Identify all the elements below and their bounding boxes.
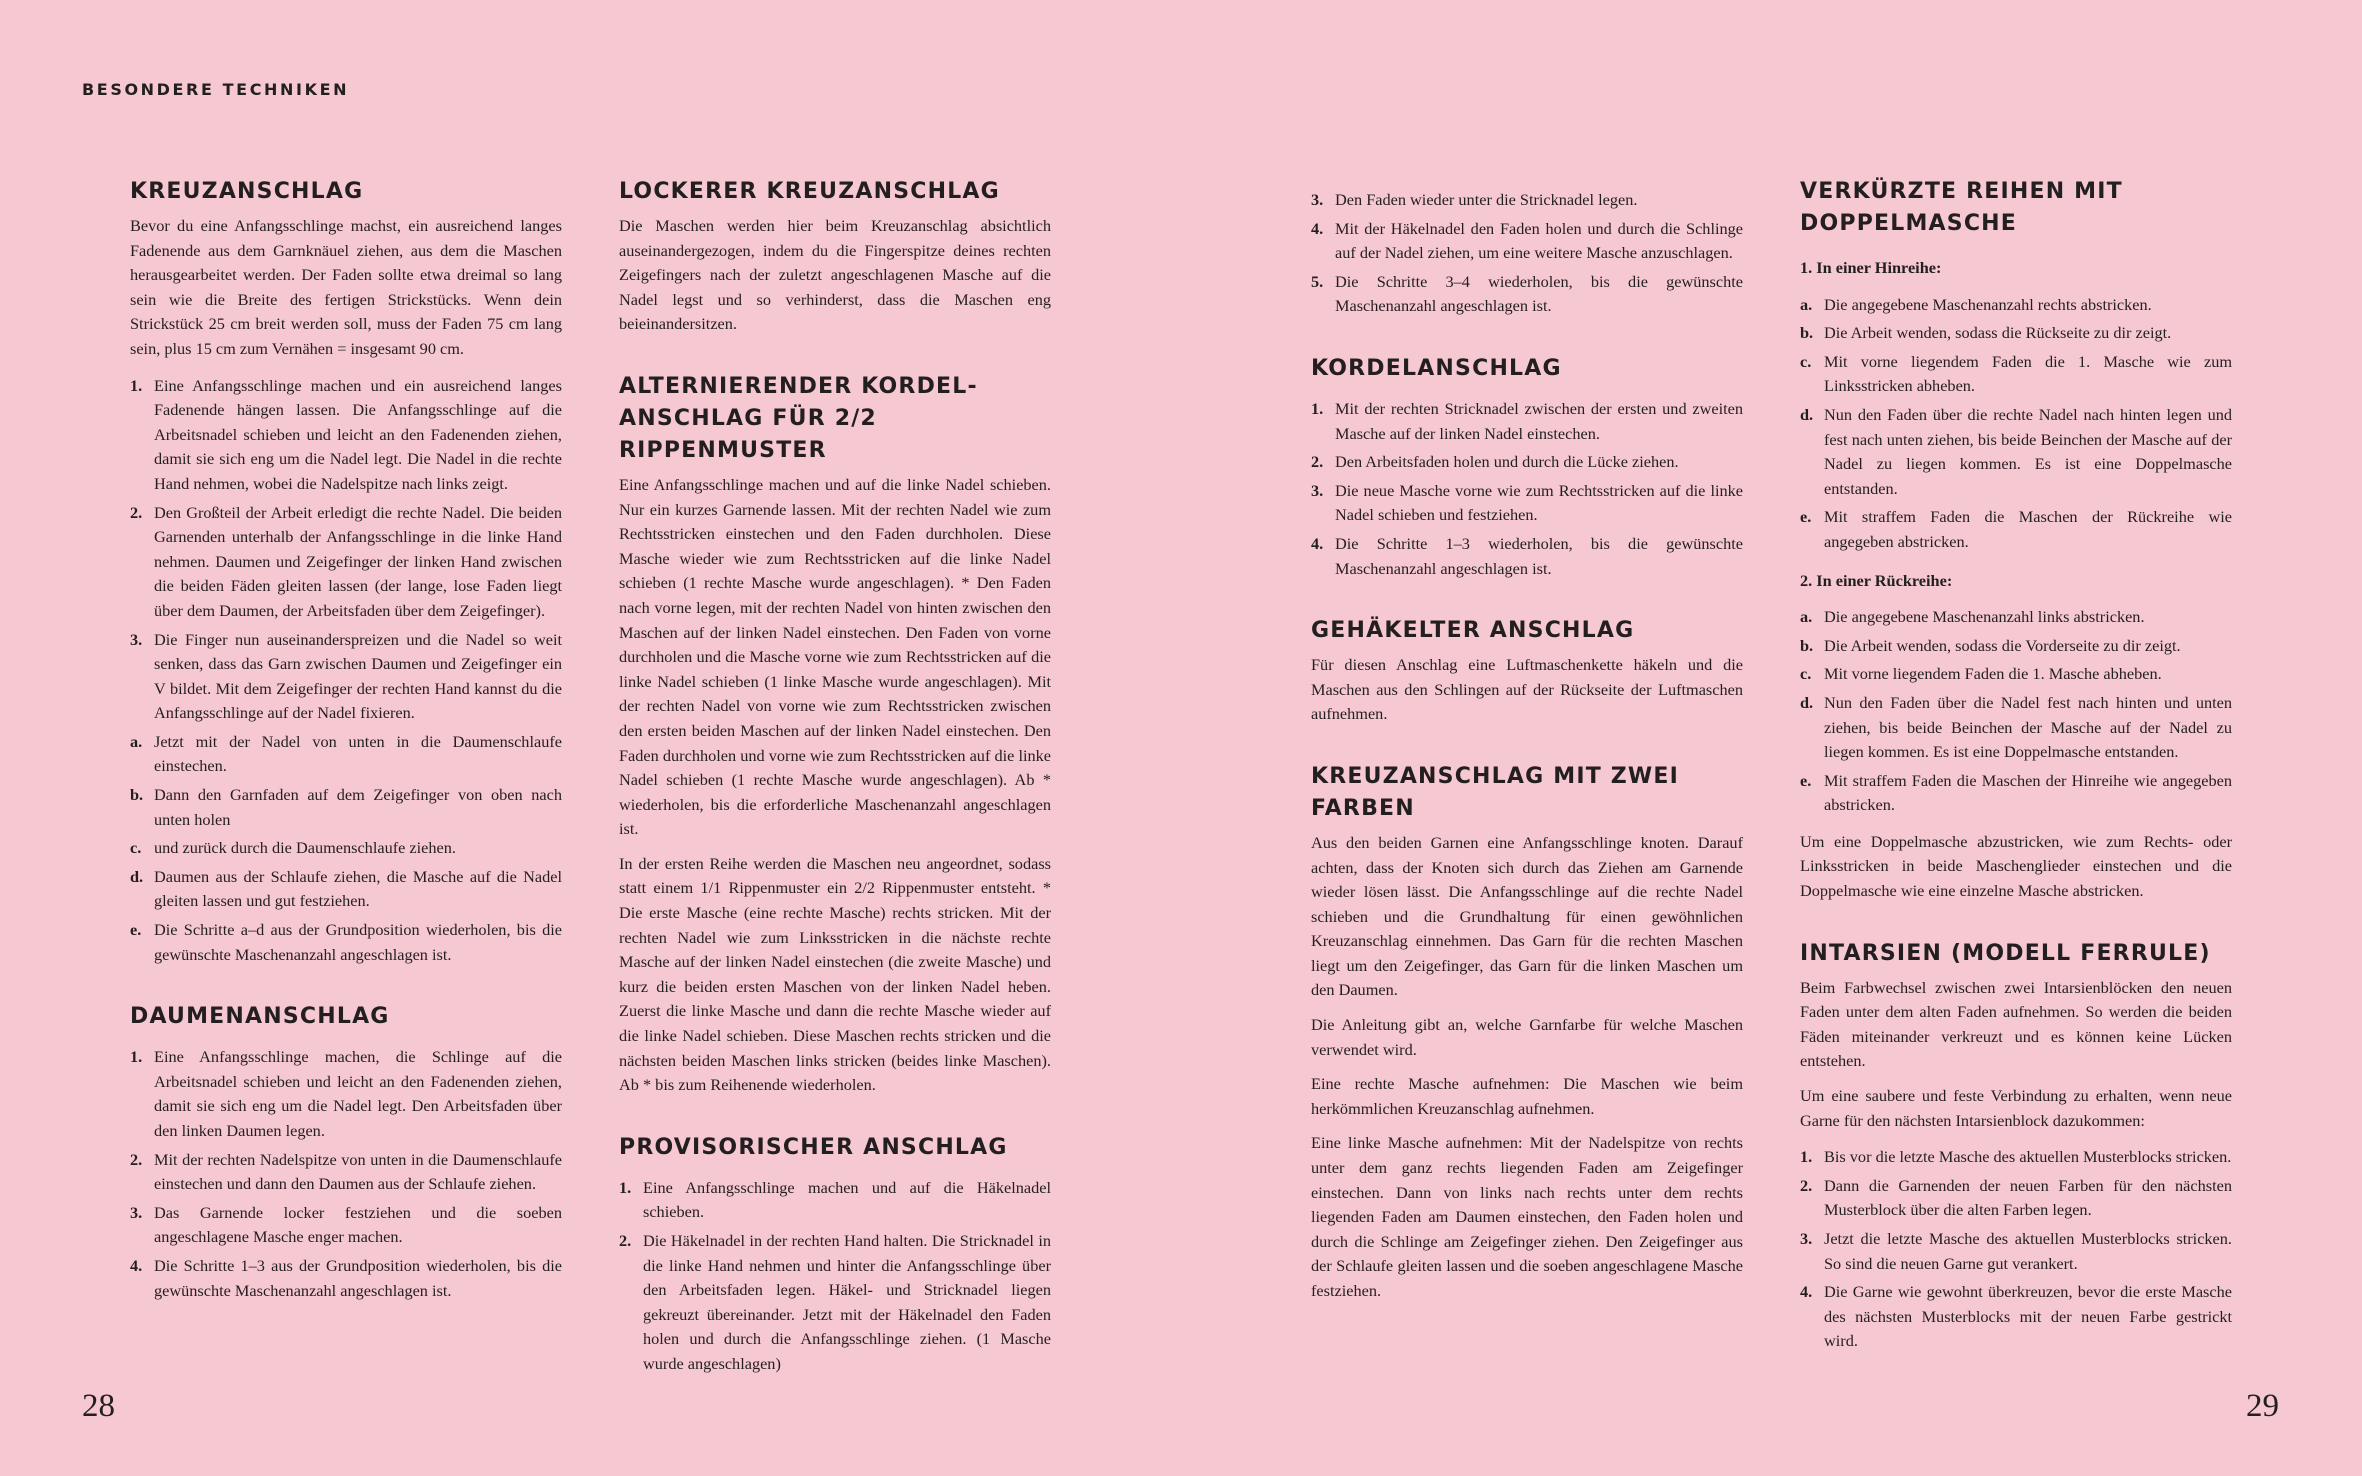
list-item: 1. Eine Anfangsschlinge machen, die Schlinge auf die Arbeitsnadel schieben und leicht an den Fadenenden ziehen, damit sie sich eng um die Nadel legt. Den Arbeitsfaden über den linken Daumen legen.	[130, 1047, 562, 1140]
list-item: 4. Die Schritte 1–3 aus der Grundposition wiederholen, bis die gewünschte Maschenanzahl angeschlagen ist.	[130, 1255, 562, 1300]
list-item: a. Jetzt mit der Nadel von unten in die Daumenschlaufe einstechen.	[130, 731, 562, 776]
list-item: b. Die Arbeit wenden, sodass die Vorderseite zu dir zeigt.	[1800, 635, 2181, 655]
list-item: a. Die angegebene Maschenanzahl links abstricken.	[1800, 607, 2145, 627]
list-item: b. Dann den Garnfaden auf dem Zeigefinger von oben nach unten holen	[130, 785, 562, 829]
list-item: 3. Die Finger nun auseinanderspreizen und die Nadel so weit senken, dass das Garn zwischen Daumen und Zeigefinger ein V bildet. Mit dem Zeigefinger der rechten Hand kannst du die Anfangsschlinge auf der Nadel fixieren.	[130, 629, 562, 723]
section-title: PROVISORISCHER ANSCHLAG	[619, 1134, 1008, 1160]
list-item: 1. Eine Anfangsschlinge machen und ein ausreichend langes Fadenende hängen lassen. Die Anfangsschlinge auf die Arbeitsnadel schieben und leicht an den Fadenenden ziehen, damit sie sich eng um die Nadel legt. Die Nadel in die rechte Hand nehmen, wobei die Nadelspitze nach links zeigt.	[130, 375, 562, 493]
list-item: 2. Die Häkelnadel in der rechten Hand halten. Die Stricknadel in die linke Hand nehmen und hinter die Anfangsschlinge über den Arbeitsfaden legen. Häkel- und Stricknadel liegen gekreuzt übereinander. Jetzt mit der Häkelnadel den Faden holen und durch die Anfangsschlinge ziehen. (1 Masche wurde angeschlagen)	[619, 1231, 1051, 1373]
step-list	[130, 374, 562, 968]
list-item: e. Die Schritte a–d aus der Grundposition wiederholen, bis die gewünschte Maschenanzahl angeschlagen ist.	[130, 920, 562, 964]
list-item: c. Mit vorne liegendem Faden die 1. Masche abheben.	[1800, 664, 2162, 684]
running-head: BESONDERE TECHNIKEN	[82, 80, 350, 99]
column-4	[1800, 176, 2232, 1388]
paragraph: Die Maschen werden hier beim Kreuzanschlag absichtlich auseinandergezogen, indem du die Fingerspitze deines rechten Zeigefingers nach der zuletzt angeschlagenen Masche auf die Nadel legst und so verhinderst, dass die Maschen eng beieinandersitzen.	[619, 216, 1051, 334]
list-item: 3. Jetzt die letzte Masche des aktuellen Musterblocks stricken. So sind die neuen Garne gut verankert.	[1800, 1229, 2232, 1273]
page-number-left: 28	[82, 1388, 115, 1424]
section-title: KREUZANSCHLAG MIT ZWEI FARBEN	[1311, 763, 1680, 821]
list-item: a. Die angegebene Maschenanzahl rechts abstricken.	[1800, 294, 2152, 314]
subheading: 1. In einer Hinreihe:	[1800, 258, 1942, 277]
section-provisorischer-anschlag	[619, 1132, 1051, 1377]
list-item: 5. Die Schritte 3–4 wiederholen, bis die gewünschte Maschenanzahl angeschlagen ist.	[1311, 271, 1743, 316]
paragraph: Eine linke Masche aufnehmen: Mit der Nadelspitze von rechts unter dem ganz rechts liegenden Faden am Zeigefinger einstechen. Dann von links nach rechts unter dem rechts liegenden Faden am Daumen einstechen, den Faden holen und durch die Schlinge am Zeigefinger ziehen. Den Zeigefinger aus der Schlaufe gleiten lassen und die soeben angeschlagene Masche festziehen.	[1311, 1133, 1743, 1300]
paragraph: Um eine saubere und feste Verbindung zu erhalten, wenn neue Garne für den nächsten Intarsienblock dazukommen:	[1800, 1086, 2232, 1130]
list-item: d. Nun den Faden über die Nadel fest nach hinten und unten ziehen, bis beide Beinchen der Masche auf der Nadel zu liegen kommen. Es ist eine Doppelmasche entstanden.	[1800, 692, 2232, 762]
list-item: 4. Die Schritte 1–3 wiederholen, bis die gewünschte Maschenanzahl angeschlagen ist.	[1311, 533, 1743, 578]
section-zwei-farben	[1311, 761, 1743, 1304]
intro-paragraph: Bevor du eine Anfangsschlinge machst, ein ausreichend langes Fadenende aus dem Garnknäuel ziehen, aus dem die Maschen herausgearbeitet werden. Der Faden sollte etwa dreimal so lang sein wie die Breite des fertigen Strickstücks. Wenn dein Strickstück 25 cm breit werden soll, muss der Faden 75 cm lang sein, plus 15 cm zum Vernähen = insgesamt 90 cm.	[130, 216, 562, 358]
list-item: e. Mit straffem Faden die Maschen der Rückreihe wie angegeben abstricken.	[1800, 507, 2232, 551]
list-item: 3. Das Garnende locker festziehen und die soeben angeschlagene Masche enger machen.	[130, 1202, 562, 1247]
section-kreuzanschlag	[130, 176, 562, 967]
section-title: INTARSIEN (MODELL FERRULE)	[1800, 940, 2211, 966]
section-title: GEHÄKELTER ANSCHLAG	[1311, 618, 1635, 644]
section-title: KREUZANSCHLAG	[130, 179, 364, 204]
list-item: d. Daumen aus der Schlaufe ziehen, die Masche auf die Nadel gleiten lassen und gut festziehen.	[130, 866, 562, 911]
list-item: d. Nun den Faden über die rechte Nadel nach hinten legen und fest nach unten ziehen, bis beide Beinchen der Masche auf der Nadel zu liegen kommen. Es ist eine Doppelmasche entstanden.	[1800, 404, 2232, 498]
section-lockerer-kreuzanschlag	[619, 176, 1051, 337]
column-3	[1311, 176, 1743, 1338]
paragraph: Die Anleitung gibt an, welche Garnfarbe für welche Maschen verwendet wird.	[1311, 1015, 1743, 1059]
list-item: 1. Mit der rechten Stricknadel zwischen der ersten und zweiten Masche auf der linken Nadel einstechen.	[1311, 398, 1743, 443]
section-kordelanschlag	[1311, 353, 1743, 581]
section-title: ALTERNIERENDER KORDEL-ANSCHLAG FÜR 2/2 RIPPENMUSTER	[619, 373, 978, 463]
list-item: 3. Die neue Masche vorne wie zum Rechtsstricken auf die linke Nadel schieben und festziehen.	[1311, 480, 1743, 525]
step-list	[619, 1176, 1051, 1377]
paragraph: Um eine Doppelmasche abzustricken, wie zum Rechts- oder Linksstricken in beide Maschenglieder einstechen und die Doppelmasche wie eine einzelne Masche abstricken.	[1800, 831, 2232, 901]
section-daumenanschlag	[130, 1001, 562, 1303]
section-title: DAUMENANSCHLAG	[130, 1004, 390, 1030]
paragraph: Eine rechte Masche aufnehmen: Die Maschen wie beim herkömmlichen Kreuzanschlag aufnehmen.	[1311, 1074, 1743, 1118]
list-item: 2. Den Großteil der Arbeit erledigt die rechte Nadel. Die beiden Garnenden unterhalb der Anfangsschlinge in die linke Hand nehmen. Daumen und Zeigefinger der linken Hand zwischen die beiden Fäden gleiten lassen (der lange, lose Faden liegt über dem Daumen, der Arbeitsfaden über dem Zeigefinger).	[130, 502, 562, 620]
section-gehaekelter-anschlag	[1311, 615, 1743, 727]
list-item: 2. Dann die Garnenden der neuen Farben für den nächsten Musterblock über die alten Farben legen.	[1800, 1175, 2232, 1220]
paragraph: Aus den beiden Garnen eine Anfangsschlinge knoten. Darauf achten, dass der Knoten sich durch das Ziehen am Garnende wieder lösen lässt. Die Anfangsschlinge auf die rechte Nadel schieben und die Grundhaltung für einen gewöhnlichen Kreuzanschlag einnehmen. Das Garn für die rechten Maschen liegt um den Zeigefinger, das Garn für die linken Maschen um den Daumen.	[1311, 832, 1743, 1000]
list-item: b. Die Arbeit wenden, sodass die Rückseite zu dir zeigt.	[1800, 323, 2172, 343]
section-verkuerzte-reihen	[1800, 176, 2232, 904]
list-item: c. Mit vorne liegendem Faden die 1. Masche wie zum Linksstricken abheben.	[1800, 351, 2232, 396]
list-item: 3. Den Faden wieder unter die Stricknadel legen.	[1311, 190, 1638, 209]
list-item: c. und zurück durch die Daumenschlaufe ziehen.	[130, 838, 456, 858]
paragraph: Beim Farbwechsel zwischen zwei Intarsienblöcken den neuen Faden unter dem alten Faden aufnehmen. So werden die beiden Fäden miteinander verkreuzt und es können keine Lücken entstehen.	[1800, 977, 2232, 1071]
step-list	[1800, 605, 2232, 818]
section-title: VERKÜRZTE REIHEN MIT DOPPELMASCHE	[1800, 179, 2123, 236]
paragraph: Eine Anfangsschlinge machen und auf die linke Nadel schieben. Nur ein kurzes Garnende lassen. Mit der rechten Nadel wie zum Rechtsstricken einstechen und den Faden durchholen. Diese Masche wieder wie zum Rechtsstricken auf die linke Nadel schieben (1 rechte Masche wurde angeschlagen). * Den Faden nach vorne legen, mit der rechten Nadel von hinten zwischen den Maschen auf der linken Nadel einstechen. Den Faden von vorne durchholen und die Masche vorne wie zum Rechtsstricken auf die linke Nadel schieben (1 linke Masche wurde angeschlagen). Mit der rechten Nadel von vorne wie zum Rechtsstricken zwischen den ersten beiden Maschen auf der linken Nadel einstechen. Den Faden durchholen und vorne wie zum Rechtsstricken auf die linke Nadel schieben (1 rechte Masche wurde angeschlagen). Ab * wiederholen, bis die erforderliche Maschenanzahl angeschlagen ist.	[619, 474, 1051, 839]
section-alternierender-kordelanschlag	[619, 371, 1051, 1098]
list-item: 1. Eine Anfangsschlinge machen und auf die Häkelnadel schieben.	[619, 1177, 1051, 1222]
paragraph: In der ersten Reihe werden die Maschen neu angeordnet, sodass statt einem 1/1 Rippenmuster ein 2/2 Rippenmuster entsteht. * Die erste Masche (eine rechte Masche) rechts stricken. Mit der rechten Nadel wie zum Linksstricken in die nächste rechte Masche auf der linken Nadel einstechen (die zweite Masche) und kurz die beiden ersten Maschen von der linken Nadel heben. Zuerst die linke Masche und dann die rechte Masche wieder auf die linke Nadel schieben. Diese Maschen rechts stricken und die nächsten beiden Maschen links stricken (beides linke Maschen). Ab * bis zum Reihenende wiederholen.	[619, 853, 1051, 1095]
column-2	[619, 176, 1051, 1411]
section-title: LOCKERER KREUZANSCHLAG	[619, 179, 1000, 204]
step-list	[130, 1045, 562, 1303]
step-list	[1311, 188, 1743, 319]
subheading: 2. In einer Rückreihe:	[1800, 570, 1953, 590]
list-item: 4. Mit der Häkelnadel den Faden holen und durch die Schlinge auf der Nadel ziehen, um eine weitere Masche anzuschlagen.	[1311, 218, 1743, 263]
paragraph: Für diesen Anschlag eine Luftmaschenkette häkeln und die Maschen aus den Schlingen auf der Rückseite der Luftmaschen aufnehmen.	[1311, 655, 1743, 724]
list-item: 2. Mit der rechten Nadelspitze von unten in die Daumenschlaufe einstechen und dann den Daumen aus der Schlaufe ziehen.	[130, 1149, 562, 1194]
section-provisorischer-fortsetzung	[1311, 188, 1743, 319]
step-list	[1800, 1145, 2232, 1354]
section-intarsien	[1800, 938, 2232, 1354]
list-item: 4. Die Garne wie gewohnt überkreuzen, bevor die erste Masche des nächsten Musterblocks mit der neuen Farbe gestrickt wird.	[1800, 1282, 2232, 1351]
page-number-right: 29	[2246, 1388, 2279, 1424]
section-title: KORDELANSCHLAG	[1311, 355, 1562, 381]
list-item: 2. Den Arbeitsfaden holen und durch die Lücke ziehen.	[1311, 452, 1679, 472]
list-item: e. Mit straffem Faden die Maschen der Hinreihe wie angegeben abstricken.	[1800, 770, 2232, 815]
step-list	[1311, 397, 1743, 581]
step-list	[1800, 293, 2232, 555]
column-1	[130, 176, 562, 1337]
list-item: 1. Bis vor die letzte Masche des aktuellen Musterblocks stricken.	[1800, 1147, 2232, 1167]
